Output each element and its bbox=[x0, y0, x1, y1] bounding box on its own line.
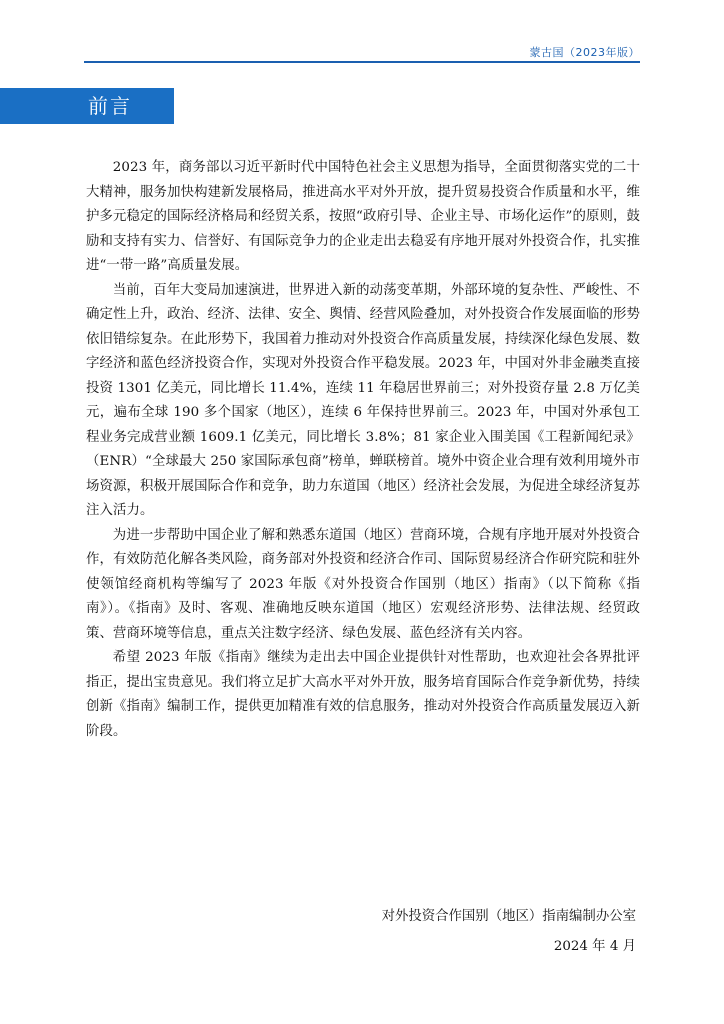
running-header-title: 蒙古国（2023年版） bbox=[529, 46, 640, 59]
section-banner bbox=[0, 88, 174, 124]
preface-body bbox=[86, 156, 640, 744]
signature-organization: 对外投资合作国别（地区）指南编制办公室 bbox=[381, 909, 636, 924]
signature-date: 2024 年 4 月 bbox=[553, 939, 636, 954]
header-divider bbox=[84, 61, 640, 63]
paragraph-3: 为进一步帮助中国企业了解和熟悉东道国（地区）营商环境，合规有序地开展对外投资合作，有效防范化解各类风险，商务部对外投资和经济合作司、国际贸易经济合作研究院和驻外使领馆经商机构等编写了 2023 年版《对外投资合作国别（地区）指南》（以下简称《指南》）。《指南》及时、客观、准确地反映东道国（地区）宏观经济形势、法律法规、经贸政策、营商环境等信息，重点关注数字经济、绿色发展、蓝色经济有关内容。 bbox=[86, 527, 640, 641]
paragraph-1: 2023 年，商务部以习近平新时代中国特色社会主义思想为指导，全面贯彻落实党的二十大精神，服务加快构建新发展格局，推进高水平对外开放，提升贸易投资合作质量和水平，维护多元稳定的国际经济格局和经贸关系，按照“政府引导、企业主导、市场化运作”的原则，鼓励和支持有实力、信誉好、有国际竞争力的企业走出去稳妥有序地开展对外投资合作，扎实推进“一带一路”高质量发展。 bbox=[86, 160, 640, 273]
section-title: 前言 bbox=[88, 94, 132, 118]
paragraph-4: 希望 2023 年版《指南》继续为走出去中国企业提供针对性帮助，也欢迎社会各界批评指正，提出宝贵意见。我们将立足扩大高水平对外开放，服务培育国际合作竞争新优势，持续创新《指南》编制工作，提供更加精准有效的信息服务，推动对外投资合作高质量发展迈入新阶段。 bbox=[86, 650, 640, 739]
paragraph-2: 当前，百年大变局加速演进，世界进入新的动荡变革期，外部环境的复杂性、严峻性、不确定性上升，政治、经济、法律、安全、舆情、经营风险叠加，对外投资合作发展面临的形势依旧错综复杂。在此形势下，我国着力推动对外投资合作高质量发展，持续深化绿色发展、数字经济和蓝色经济投资合作，实现对外投资合作平稳发展。2023 年，中国对外非金融类直接投资 1301 亿美元，同比增长 11.4%，连续 11 年稳居世界前三；对外投资存量 2.8 万亿美元，遍布全球 190 多个国家（地区），连续 6 年保持世界前三。2023 年，中国对外承包工程业务完成营业额 1609.1 亿美元，同比增长 3.8%；81 家企业入围美国《工程新闻纪录》（ENR）“全球最大 250 家国际承包商”榜单，蝉联榜首。境外中资企业合理有效利用境外市场资源，积极开展国际合作和竞争，助力东道国（地区）经济社会发展，为促进全球经济复苏注入活力。 bbox=[86, 282, 640, 518]
signature-block bbox=[382, 902, 636, 962]
